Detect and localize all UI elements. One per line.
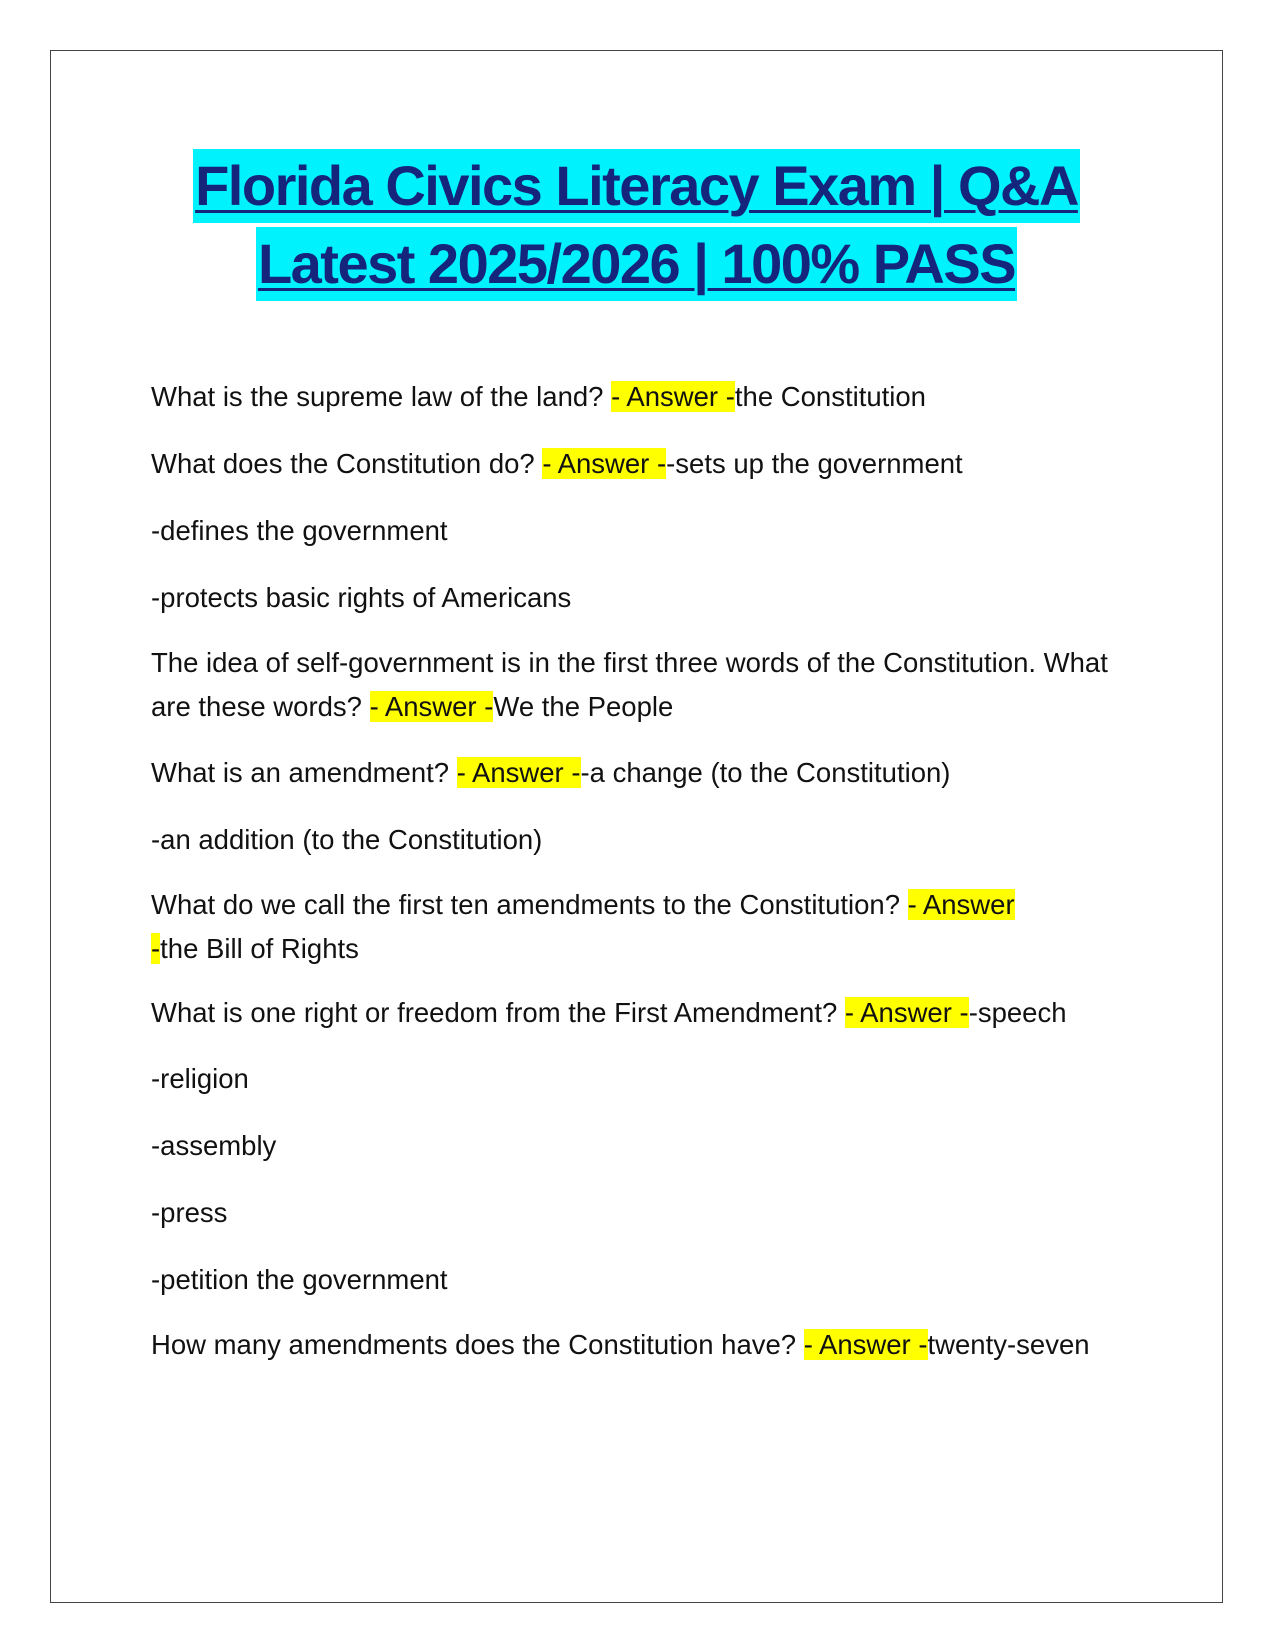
qa-list — [151, 373, 1151, 1387]
answer-text: We the People — [493, 691, 674, 722]
question-text: What do we call the first ten amendments to the Constitution? — [151, 889, 908, 920]
answer-line: -defines the government — [151, 515, 448, 546]
answer-line: -religion — [151, 1063, 249, 1094]
title-line-2: Latest 2025/2026 | 100% PASS — [256, 227, 1017, 301]
answer-text: the Bill of Rights — [160, 933, 359, 964]
answer-text: -a change (to the Constitution) — [580, 757, 951, 788]
answer-text: -speech — [968, 997, 1067, 1028]
answer-line: -press — [151, 1197, 228, 1228]
answer-line: -assembly — [151, 1130, 277, 1161]
answer-marker: - Answer - — [844, 997, 969, 1028]
question-text: What is the supreme law of the land? — [151, 381, 612, 412]
qa-item-2 — [151, 440, 1151, 487]
question-text: How many amendments does the Constitution have? — [151, 1329, 804, 1360]
answer-marker: - — [151, 933, 161, 964]
question-text: What does the Constitution do? — [151, 448, 543, 479]
answer-text: -sets up the government — [666, 448, 963, 479]
qa-item-3 — [151, 641, 1151, 729]
title-line-1: Florida Civics Literacy Exam | Q&A — [193, 149, 1080, 223]
answer-marker: - Answer - — [611, 381, 735, 412]
question-text: What is an amendment? — [151, 757, 457, 788]
qa-item-4 — [151, 749, 1151, 796]
qa-item-6 — [151, 991, 1151, 1035]
qa-item-7 — [151, 1323, 1151, 1367]
answer-line: -an addition (to the Constitution) — [151, 824, 543, 855]
answer-text: the Constitution — [734, 381, 926, 412]
qa-item-5 — [151, 883, 1151, 971]
answer-line: -petition the government — [151, 1264, 448, 1295]
answer-text: twenty-seven — [927, 1329, 1090, 1360]
answer-line: -protects basic rights of Americans — [151, 582, 572, 613]
document-page — [50, 50, 1223, 1603]
document-title — [51, 147, 1222, 303]
answer-marker: - Answer - — [542, 448, 667, 479]
question-text: The idea of self-government is in the first three words of the Constitution. What are these words? — [151, 647, 1108, 722]
answer-marker: - Answer - — [369, 691, 494, 722]
question-text: What is one right or freedom from the First Amendment? — [151, 997, 845, 1028]
answer-marker: - Answer - — [456, 757, 581, 788]
qa-item-1 — [151, 373, 1151, 420]
answer-marker: - Answer — [907, 889, 1015, 920]
answer-marker: - Answer - — [803, 1329, 928, 1360]
